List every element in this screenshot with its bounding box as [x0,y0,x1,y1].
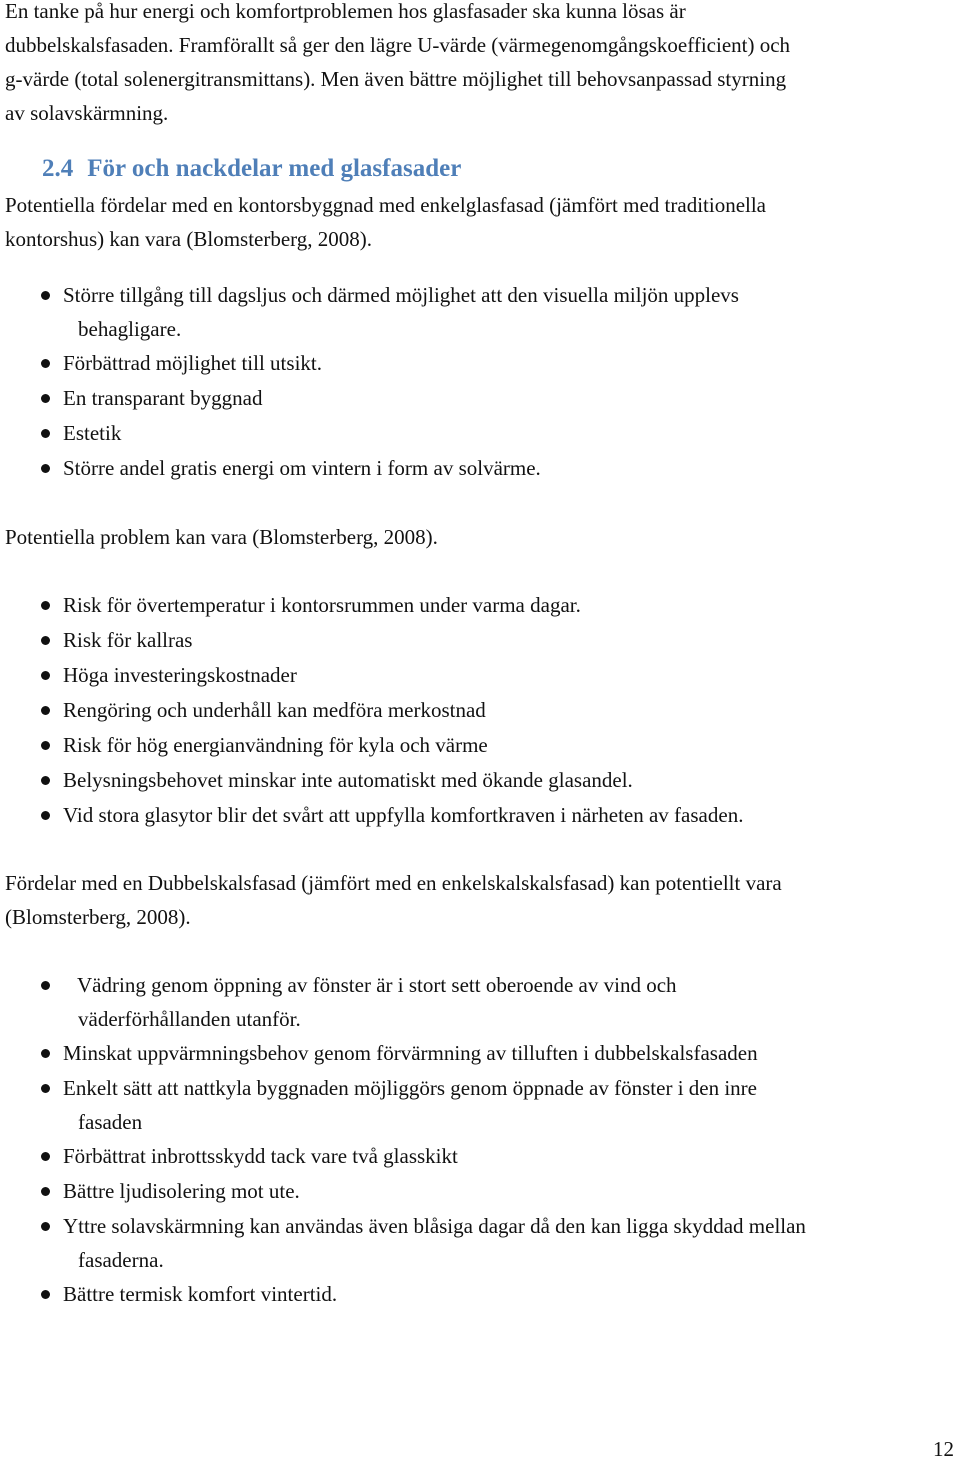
list-item-continuation: behagligare. [78,317,182,341]
list-item-text: Risk för kallras [63,628,193,652]
list-item [0,278,960,346]
list-item [0,1277,960,1312]
bullet-icon [41,636,50,645]
list-item-text: Belysningsbehovet minskar inte automatiskt med ökande glasandel. [63,768,633,792]
list-item [0,1209,960,1277]
list-item-text: Större tillgång till dagsljus och därmed möjlighet att den visuella miljön upplevs [63,283,739,307]
list-item [0,588,960,623]
paragraph-line: Fördelar med en Dubbelskalsfasad (jämfört med en enkelskalskalsfasad) kan potentiellt vara [5,871,782,895]
bullet-icon [41,1222,50,1231]
list-item [0,346,960,381]
list-item-continuation: fasaden [78,1110,143,1134]
list-item-text: Yttre solavskärmning kan användas även blåsiga dagar då den kan ligga skyddad mellan [63,1214,806,1238]
list-item [0,728,960,763]
list-item-continuation: fasaderna. [78,1248,164,1272]
advantages-list [0,278,960,486]
list-item-text: Bättre ljudisolering mot ute. [63,1179,300,1203]
advantages-intro-paragraph [5,188,955,256]
list-item-text: Bättre termisk komfort vintertid. [63,1282,338,1306]
list-item [0,658,960,693]
list-item-continuation: väderförhållanden utanför. [78,1007,301,1031]
paragraph-line: (Blomsterberg, 2008). [5,905,191,929]
list-item-text: Större andel gratis energi om vintern i form av solvärme. [63,456,541,480]
list-item [0,693,960,728]
list-item [0,1139,960,1174]
list-item [0,623,960,658]
list-item [0,798,960,833]
bullet-icon [41,429,50,438]
paragraph-line: kontorshus) kan vara (Blomsterberg, 2008). [5,227,373,251]
list-item [0,1071,960,1139]
bullet-icon [41,291,50,300]
list-item [0,451,960,486]
double-facade-advantages-list [0,968,960,1312]
list-item-text: Minskat uppvärmningsbehov genom förvärmning av tilluften i dubbelskalsfasaden [63,1041,758,1065]
bullet-icon [41,811,50,820]
bullet-icon [41,981,50,990]
list-item-text: Risk för hög energianvändning för kyla och värme [63,733,488,757]
bullet-icon [41,1049,50,1058]
bullet-icon [41,359,50,368]
list-item [0,381,960,416]
bullet-icon [41,1084,50,1093]
bullet-icon [41,741,50,750]
list-item-text: Höga investeringskostnader [63,663,297,687]
bullet-icon [41,464,50,473]
double-facade-intro-paragraph [5,866,955,934]
paragraph-line: Potentiella problem kan vara (Blomsterberg, 2008). [5,525,438,549]
list-item [0,968,960,1036]
list-item [0,763,960,798]
bullet-icon [41,671,50,680]
bullet-icon [41,776,50,785]
list-item-text: Estetik [63,421,122,445]
intro-line: g-värde (total solenergitransmittans). Men även bättre möjlighet till behovsanpassad styrning [5,67,787,91]
page-number: 12 [933,1437,954,1461]
bullet-icon [41,1187,50,1196]
intro-line: En tanke på hur energi och komfortproblemen hos glasfasader ska kunna lösas är [5,0,686,23]
list-item-text: Risk för övertemperatur i kontorsrummen under varma dagar. [63,593,581,617]
intro-line: av solavskärmning. [5,101,169,125]
problems-intro-paragraph [5,520,955,554]
paragraph-line: Potentiella fördelar med en kontorsbyggnad med enkelglasfasad (jämfört med traditionella [5,193,767,217]
bullet-icon [41,394,50,403]
bullet-icon [41,706,50,715]
bullet-icon [41,1152,50,1161]
list-item [0,1036,960,1071]
intro-paragraph [5,0,955,130]
bullet-icon [41,601,50,610]
problems-list [0,588,960,833]
list-item [0,1174,960,1209]
list-item-text: Vid stora glasytor blir det svårt att uppfylla komfortkraven i närheten av fasaden. [63,803,744,827]
list-item-text: Förbättrad möjlighet till utsikt. [63,351,322,375]
intro-line: dubbelskalsfasaden. Framförallt så ger den lägre U-värde (värmegenomgångskoefficient) och [5,33,791,57]
list-item [0,416,960,451]
section-title: För och nackdelar med glasfasader [87,155,462,182]
section-heading [42,152,461,186]
list-item-text: Enkelt sätt att nattkyla byggnaden möjliggörs genom öppnade av fönster i den inre [63,1076,757,1100]
list-item-text: Vädring genom öppning av fönster är i stort sett oberoende av vind och [77,973,677,997]
list-item-text: Förbättrat inbrottsskydd tack vare två glasskikt [63,1144,458,1168]
section-number: 2.4 [42,155,74,182]
list-item-text: Rengöring och underhåll kan medföra merkostnad [63,698,486,722]
bullet-icon [41,1290,50,1299]
list-item-text: En transparant byggnad [63,386,263,410]
